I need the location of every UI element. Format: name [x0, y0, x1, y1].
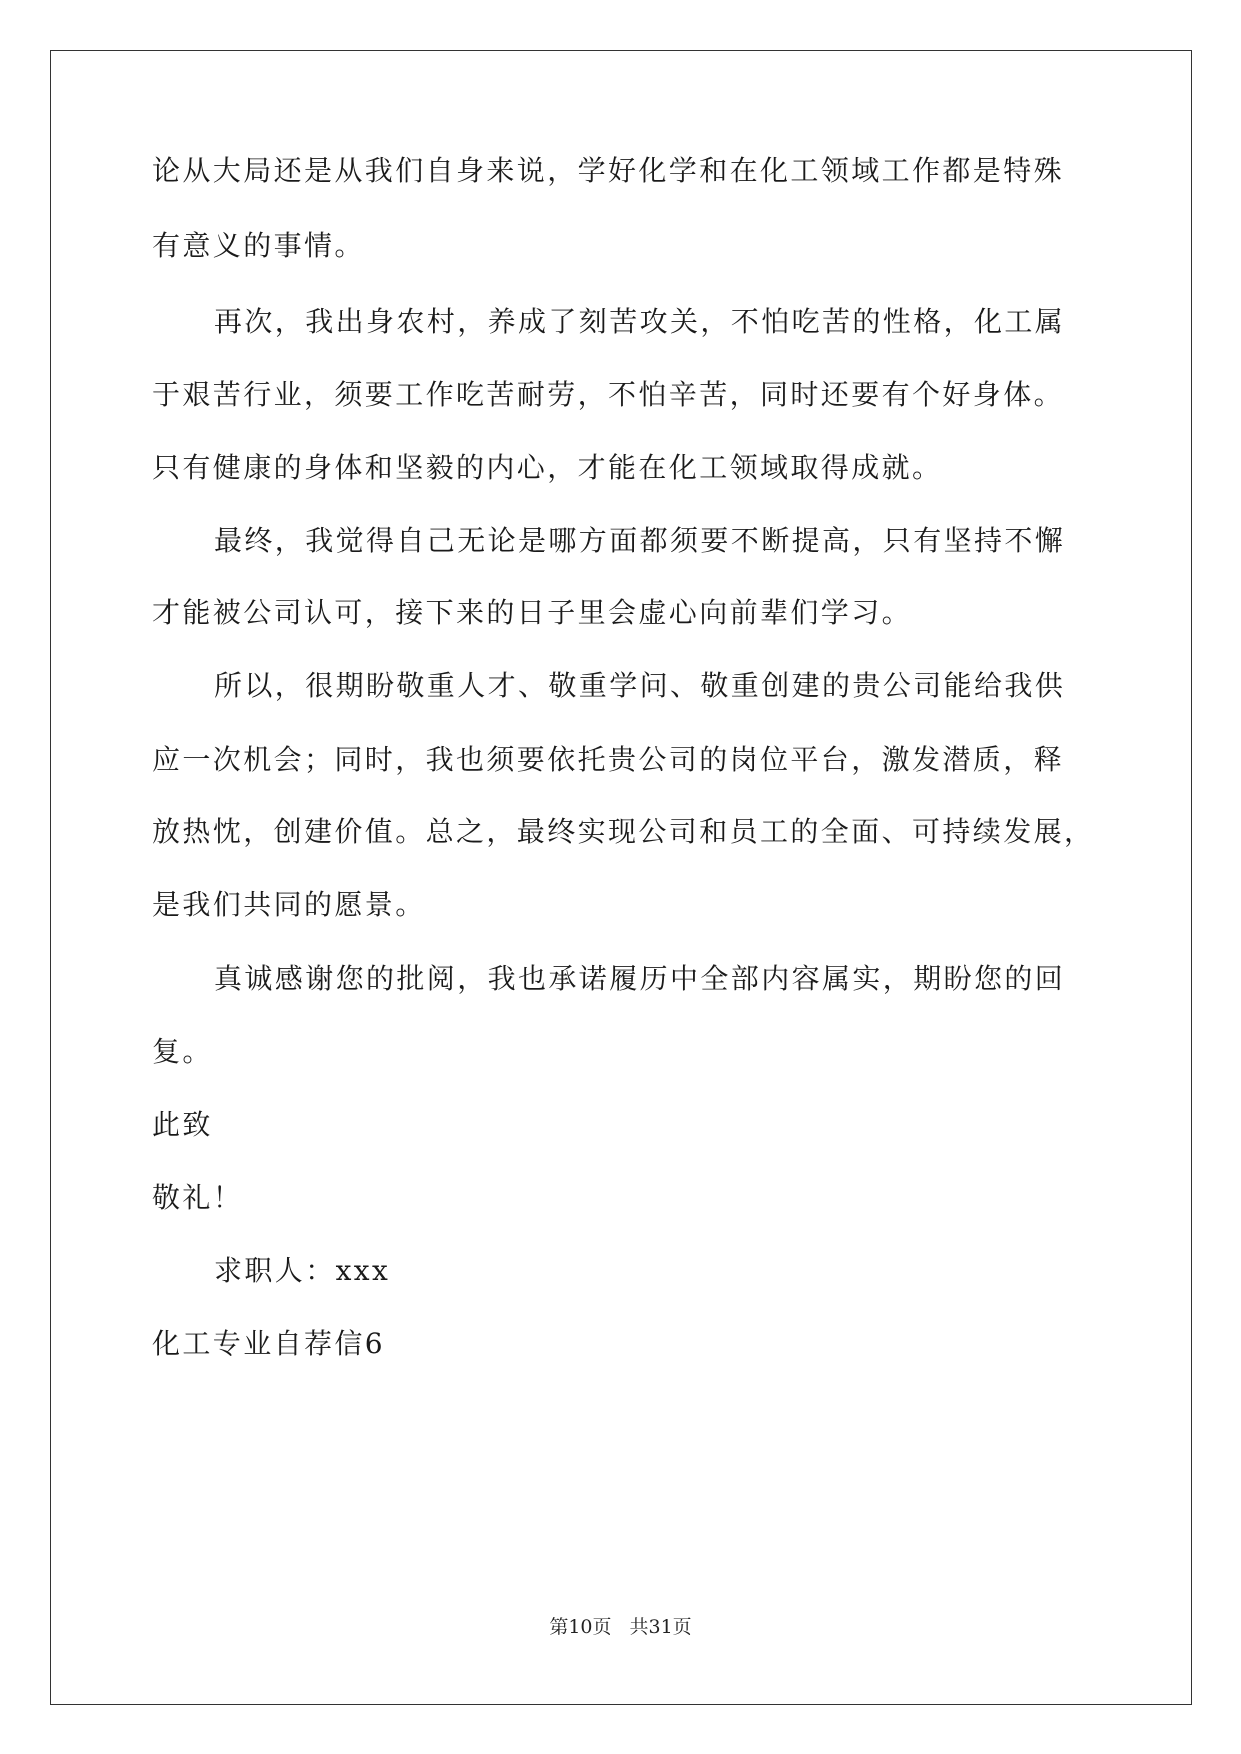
paragraph-line: 真诚感谢您的批阅，我也承诺履历中全部内容属实，期盼您的回 — [214, 962, 1066, 995]
paragraph-line: 放热忱，创建价值。总之，最终实现公司和员工的全面、可持续发展， — [152, 815, 1095, 848]
paragraph-line: 于艰苦行业，须要工作吃苦耐劳，不怕辛苦，同时还要有个好身体。 — [152, 378, 1065, 411]
signature-line: 求职人：xxx — [214, 1254, 391, 1287]
page-total: 共31页 — [629, 1616, 692, 1638]
paragraph-line: 应一次机会；同时，我也须要依托贵公司的岗位平台，激发潜质，释 — [152, 743, 1065, 776]
paragraph-line: 有意义的事情。 — [152, 229, 365, 262]
paragraph-line: 是我们共同的愿景。 — [152, 888, 426, 921]
page-border — [50, 50, 1192, 1705]
closing-salutation: 此致 — [152, 1108, 213, 1141]
section-heading: 化工专业自荐信6 — [152, 1327, 386, 1360]
paragraph-line: 论从大局还是从我们自身来说，学好化学和在化工领域工作都是特殊 — [152, 154, 1065, 187]
paragraph-line: 最终，我觉得自己无论是哪方面都须要不断提高，只有坚持不懈 — [214, 524, 1066, 557]
paragraph-line: 只有健康的身体和坚毅的内心，才能在化工领域取得成就。 — [152, 451, 943, 484]
closing-regards: 敬礼！ — [152, 1181, 244, 1214]
page-number: 第10页 — [549, 1616, 612, 1638]
paragraph-line: 才能被公司认可，接下来的日子里会虚心向前辈们学习。 — [152, 596, 913, 629]
paragraph-line: 所以，很期盼敬重人才、敬重学问、敬重创建的贵公司能给我供 — [214, 669, 1066, 702]
paragraph-line: 再次，我出身农村，养成了刻苦攻关，不怕吃苦的性格，化工属 — [214, 305, 1066, 338]
page-footer — [0, 1615, 1241, 1639]
paragraph-line: 复。 — [152, 1035, 213, 1068]
